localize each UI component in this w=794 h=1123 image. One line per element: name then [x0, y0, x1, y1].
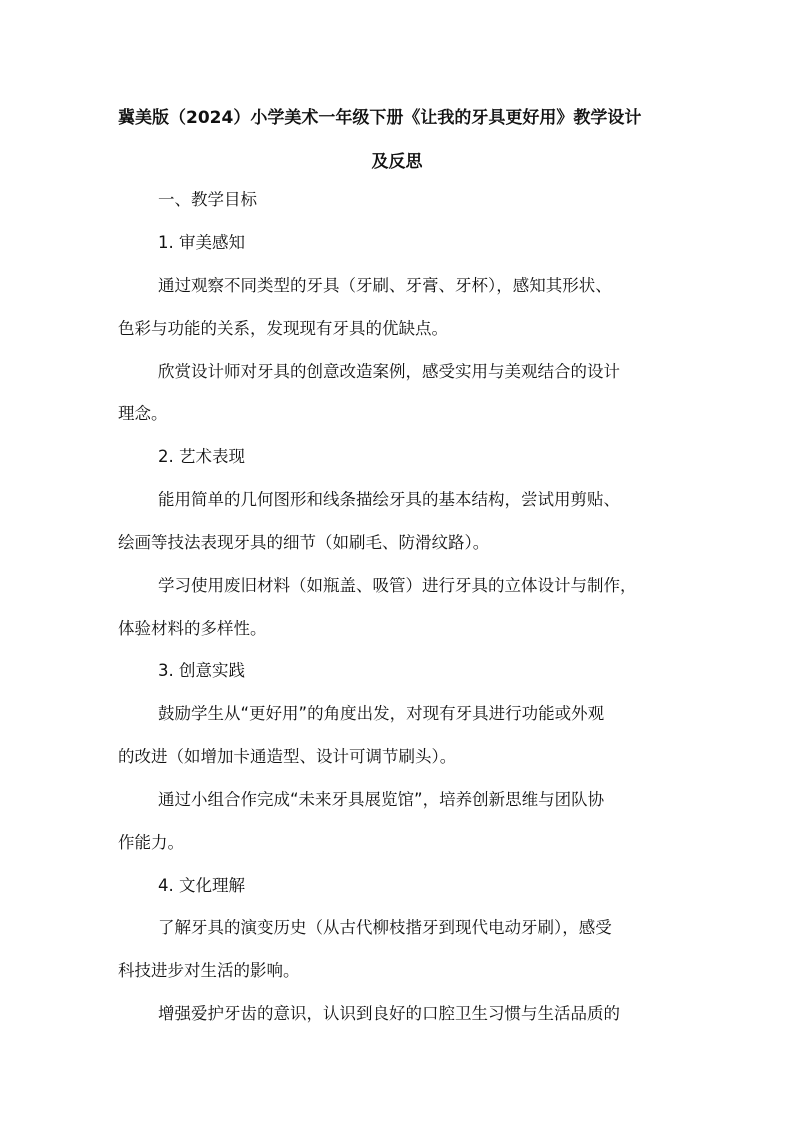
section-heading-teaching-goals: 一、教学目标 — [158, 190, 257, 209]
paragraph-line: 通过小组合作完成“未来牙具展览馆”，培养创新思维与团队协 — [158, 790, 605, 809]
paragraph-line: 通过观察不同类型的牙具（牙刷、牙膏、牙杯），感知其形状、 — [158, 276, 612, 295]
paragraph-line: 作能力。 — [118, 833, 184, 852]
paragraph-line: 体验材料的多样性。 — [118, 619, 267, 638]
paragraph-line: 学习使用废旧材料（如瓶盖、吸管）进行牙具的立体设计与制作， — [158, 576, 637, 595]
paragraph-line: 能用简单的几何图形和线条描绘牙具的基本结构，尝试用剪贴、 — [158, 490, 620, 509]
subheading-creative-practice: 3. 创意实践 — [158, 661, 245, 680]
paragraph-line: 色彩与功能的关系，发现现有牙具的优缺点。 — [118, 319, 448, 338]
paragraph-line: 的改进（如增加卡通造型、设计可调节刷头）。 — [118, 747, 457, 766]
paragraph-line: 科技进步对生活的影响。 — [118, 961, 300, 980]
paragraph-line: 欣赏设计师对牙具的创意改造案例，感受实用与美观结合的设计 — [158, 362, 620, 381]
paragraph-line: 了解牙具的演变历史（从古代柳枝揩牙到现代电动牙刷），感受 — [158, 918, 612, 937]
paragraph-line: 增强爱护牙齿的意识，认识到良好的口腔卫生习惯与生活品质的 — [158, 1004, 620, 1023]
paragraph-line: 理念。 — [118, 404, 168, 423]
subheading-cultural-understanding: 4. 文化理解 — [158, 876, 245, 895]
paragraph-line: 鼓励学生从“更好用”的角度出发，对现有牙具进行功能或外观 — [158, 704, 605, 723]
paragraph-line: 绘画等技法表现牙具的细节（如刷毛、防滑纹路）。 — [118, 533, 490, 552]
subheading-artistic-expression: 2. 艺术表现 — [158, 447, 245, 466]
document-title-continued: 及反思 — [371, 152, 423, 172]
subheading-aesthetic-perception: 1. 审美感知 — [158, 233, 245, 252]
document-title: 冀美版（2024）小学美术一年级下册《让我的牙具更好用》教学设计 — [118, 108, 642, 128]
